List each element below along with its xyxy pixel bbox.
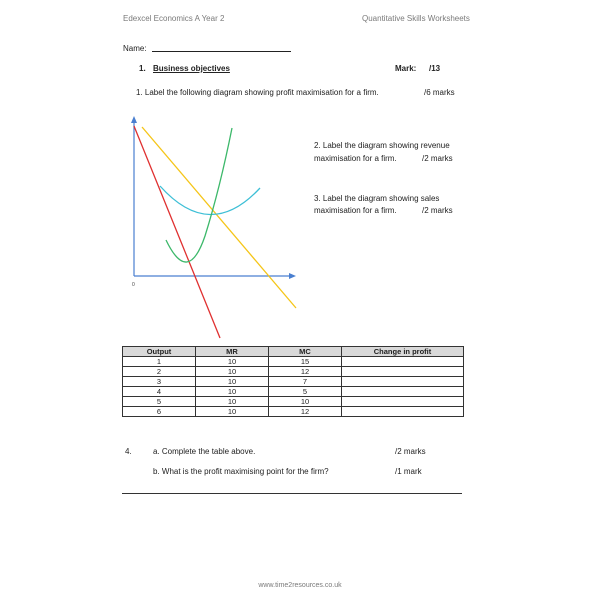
- header-change-in-profit: Change in profit: [342, 347, 464, 357]
- q3-marks: /2 marks: [422, 206, 453, 215]
- cell-mc: 7: [269, 377, 342, 387]
- q1-text: 1. Label the following diagram showing profit maximisation for a firm.: [136, 88, 379, 97]
- cell-change-in-profit[interactable]: [342, 357, 464, 367]
- cell-mr: 10: [196, 397, 269, 407]
- table-header-row: [123, 347, 464, 357]
- cell-mc: 12: [269, 407, 342, 417]
- x-axis-arrow: [289, 273, 296, 279]
- table-row: [123, 397, 464, 407]
- q2-marks: /2 marks: [422, 154, 453, 163]
- cell-mc: 15: [269, 357, 342, 367]
- q4b-marks: /1 mark: [395, 467, 422, 476]
- section-title: Business objectives: [153, 64, 230, 73]
- cell-mc: 12: [269, 367, 342, 377]
- cell-mr: 10: [196, 377, 269, 387]
- section-number: 1.: [139, 64, 146, 73]
- header-mc: MC: [269, 347, 342, 357]
- q1-marks: /6 marks: [424, 88, 455, 97]
- cell-change-in-profit[interactable]: [342, 397, 464, 407]
- mr-curve: [134, 126, 220, 338]
- profit-max-diagram: [110, 110, 310, 345]
- header-output: Output: [123, 347, 196, 357]
- y-axis-arrow: [131, 116, 137, 123]
- ac-curve: [160, 186, 260, 215]
- q4-number: 4.: [125, 447, 132, 456]
- name-underline: [152, 51, 291, 52]
- mark-total: /13: [429, 64, 441, 73]
- cell-change-in-profit[interactable]: [342, 387, 464, 397]
- cell-output: 5: [123, 397, 196, 407]
- cell-output: 4: [123, 387, 196, 397]
- cell-output: 3: [123, 377, 196, 387]
- origin-label: 0: [132, 282, 135, 288]
- ar-curve: [142, 127, 296, 308]
- cell-output: 6: [123, 407, 196, 417]
- table-row: [123, 377, 464, 387]
- q3-line2: maximisation for a firm.: [314, 206, 397, 215]
- header-left: Edexcel Economics A Year 2: [123, 14, 225, 23]
- cell-mr: 10: [196, 407, 269, 417]
- table-row: [123, 407, 464, 417]
- header-right: Quantitative Skills Worksheets: [362, 14, 470, 23]
- q4b-text: b. What is the profit maximising point for the firm?: [153, 467, 329, 476]
- table-row: [123, 387, 464, 397]
- table-row: [123, 367, 464, 377]
- table-row: [123, 357, 464, 367]
- q2-line2: maximisation for a firm.: [314, 154, 397, 163]
- cell-change-in-profit[interactable]: [342, 377, 464, 387]
- answer-line: [122, 493, 462, 494]
- mark-label: Mark:: [395, 64, 417, 73]
- cell-change-in-profit[interactable]: [342, 367, 464, 377]
- output-table: [122, 346, 464, 417]
- q3-line1: 3. Label the diagram showing sales: [314, 194, 440, 203]
- cell-mc: 5: [269, 387, 342, 397]
- cell-mr: 10: [196, 387, 269, 397]
- cell-output: 2: [123, 367, 196, 377]
- footer-url: www.time2resources.co.uk: [258, 582, 342, 589]
- cell-mr: 10: [196, 367, 269, 377]
- mc-curve: [166, 128, 232, 262]
- cell-mr: 10: [196, 357, 269, 367]
- cell-output: 1: [123, 357, 196, 367]
- name-label: Name:: [123, 44, 147, 53]
- q4a-marks: /2 marks: [395, 447, 426, 456]
- q2-line1: 2. Label the diagram showing revenue: [314, 141, 450, 150]
- header-mr: MR: [196, 347, 269, 357]
- cell-mc: 10: [269, 397, 342, 407]
- q4a-text: a. Complete the table above.: [153, 447, 256, 456]
- cell-change-in-profit[interactable]: [342, 407, 464, 417]
